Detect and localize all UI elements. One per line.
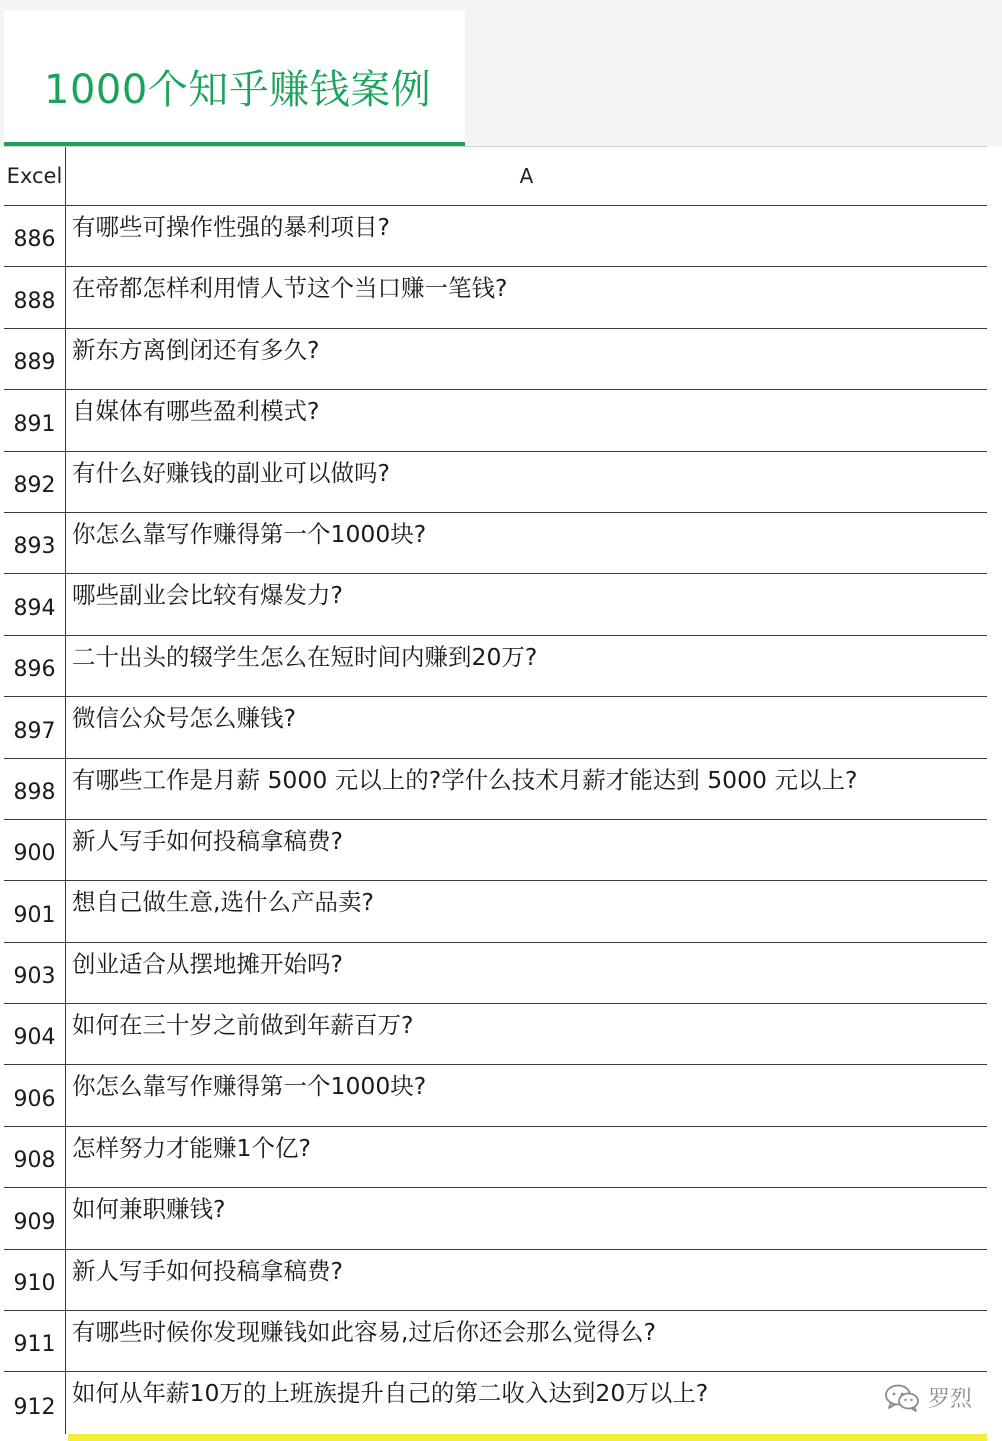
- cell-a[interactable]: 新东方离倒闭还有多久?: [72, 335, 320, 364]
- cell-a[interactable]: 想自己做生意,选什么产品卖?: [72, 888, 374, 917]
- cell-a[interactable]: 创业适合从摆地摊开始吗?: [72, 949, 343, 978]
- selected-row-highlight: [68, 1434, 987, 1441]
- cell-a[interactable]: 在帝都怎样利用情人节这个当口赚一笔钱?: [72, 274, 508, 303]
- table-row: [4, 1127, 987, 1188]
- row-number-cell[interactable]: 912: [4, 1372, 66, 1433]
- row-number-cell[interactable]: 908: [4, 1127, 66, 1187]
- row-number-cell[interactable]: 893: [4, 513, 66, 573]
- sheet-tab-title: 1000个知乎赚钱案例: [44, 67, 432, 113]
- table-row: [4, 943, 987, 1004]
- row-number-cell[interactable]: 903: [4, 943, 66, 1003]
- spreadsheet-grid: [4, 146, 987, 1434]
- table-row: [4, 1188, 987, 1249]
- cell-a[interactable]: 新人写手如何投稿拿稿费?: [72, 1256, 343, 1285]
- row-number-cell[interactable]: 898: [4, 759, 66, 819]
- table-row: [4, 820, 987, 881]
- row-number-cell[interactable]: 889: [4, 329, 66, 389]
- table-row: [4, 697, 987, 758]
- table-row: [4, 452, 987, 513]
- cell-a[interactable]: 如何从年薪10万的上班族提升自己的第二收入达到20万以上?: [72, 1379, 709, 1408]
- table-row: [4, 390, 987, 451]
- cell-a[interactable]: 哪些副业会比较有爆发力?: [72, 581, 343, 610]
- cell-a[interactable]: 微信公众号怎么赚钱?: [72, 704, 296, 733]
- cell-a[interactable]: 怎样努力才能赚1个亿?: [72, 1133, 311, 1162]
- row-number-cell[interactable]: 888: [4, 267, 66, 327]
- cell-a[interactable]: 二十出头的辍学生怎么在短时间内赚到20万?: [72, 642, 538, 671]
- row-number-cell[interactable]: 892: [4, 452, 66, 512]
- row-number-cell[interactable]: 904: [4, 1004, 66, 1064]
- table-row: [4, 329, 987, 390]
- cell-a[interactable]: 有哪些时候你发现赚钱如此容易,过后你还会那么觉得么?: [72, 1318, 656, 1347]
- table-row: [4, 206, 987, 267]
- row-number-cell[interactable]: 896: [4, 636, 66, 696]
- column-header-a[interactable]: A: [519, 164, 534, 188]
- table-row: [4, 1311, 987, 1372]
- table-row: [4, 513, 987, 574]
- table-row: [4, 636, 987, 697]
- cell-a[interactable]: 如何兼职赚钱?: [72, 1195, 226, 1224]
- row-number-cell[interactable]: 886: [4, 206, 66, 266]
- cell-a[interactable]: 自媒体有哪些盈利模式?: [72, 397, 320, 426]
- row-number-cell[interactable]: 900: [4, 820, 66, 880]
- sheet-tab-bar: [0, 0, 1002, 146]
- column-header-row: [4, 146, 987, 206]
- row-number-cell[interactable]: 911: [4, 1311, 66, 1371]
- cell-a[interactable]: 你怎么靠写作赚得第一个1000块?: [72, 1072, 427, 1101]
- cell-a[interactable]: 你怎么靠写作赚得第一个1000块?: [72, 519, 427, 548]
- row-number-cell[interactable]: 897: [4, 697, 66, 757]
- cell-a[interactable]: 有什么好赚钱的副业可以做吗?: [72, 458, 390, 487]
- row-number-cell[interactable]: 894: [4, 574, 66, 634]
- row-number-cell[interactable]: 909: [4, 1188, 66, 1248]
- table-row: [4, 574, 987, 635]
- cell-a[interactable]: 有哪些可操作性强的暴利项目?: [72, 213, 390, 241]
- row-number-cell[interactable]: 910: [4, 1250, 66, 1310]
- watermark-label: 罗烈: [927, 1387, 972, 1412]
- cell-a[interactable]: 有哪些工作是月薪 5000 元以上的?学什么技术月薪才能达到 5000 元以上?: [72, 765, 858, 794]
- table-row: [4, 759, 987, 820]
- table-row: [4, 881, 987, 942]
- watermark: [884, 1382, 972, 1413]
- cell-a[interactable]: 如何在三十岁之前做到年薪百万?: [72, 1011, 414, 1040]
- row-number-cell[interactable]: 906: [4, 1065, 66, 1125]
- row-number-cell[interactable]: 901: [4, 881, 66, 941]
- wechat-icon: [884, 1384, 920, 1412]
- cell-a[interactable]: 新人写手如何投稿拿稿费?: [72, 826, 343, 855]
- row-number-cell[interactable]: 891: [4, 390, 66, 450]
- sheet-tab-active[interactable]: [4, 10, 465, 146]
- table-row: [4, 1065, 987, 1126]
- table-row: [4, 1250, 987, 1311]
- table-row: [4, 1372, 987, 1433]
- table-row: [4, 267, 987, 328]
- table-row: [4, 1004, 987, 1065]
- corner-header-cell[interactable]: Excel: [4, 147, 66, 205]
